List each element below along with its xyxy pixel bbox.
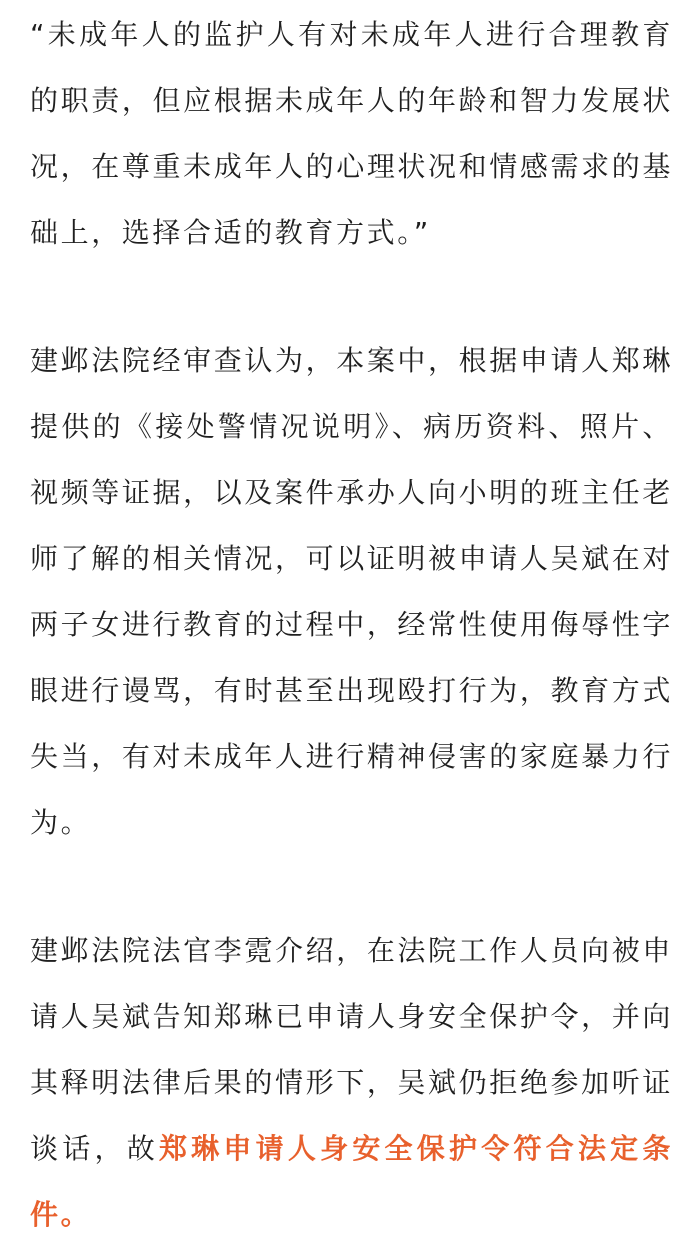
paragraph-text: “未成年人的监护人有对未成年人进行合理教育的职责，但应根据未成年人的年龄和智力发展状况，在尊重未成年人的心理状况和情感需求的基础上，选择合适的教育方式。” [30, 18, 673, 249]
paragraph-judge-statement [30, 918, 673, 1248]
paragraph-text: 建邺法院经审查认为，本案中，根据申请人郑琳提供的《接处警情况说明》、病历资料、照片、视频等证据，以及案件承办人向小明的班主任老师了解的相关情况，可以证明被申请人吴斌在对两子女进行教育的过程中，经常性使用侮辱性字眼进行谩骂，有时甚至出现殴打行为，教育方式失当，有对未成年人进行精神侵害的家庭暴力行为。 [30, 344, 673, 839]
paragraph-quote [30, 2, 673, 266]
paragraph-text: 建邺法院法官李霓介绍，在法院工作人员向被申请人吴斌告知郑琳已申请人身安全保护令，并向其释明法律后果的情形下，吴斌仍拒绝参加听证谈话，故 [30, 934, 673, 1165]
highlighted-conclusion: 郑琳申请人身安全保护令符合法定条件。 [30, 1132, 674, 1231]
paragraph-court-finding [30, 328, 673, 856]
